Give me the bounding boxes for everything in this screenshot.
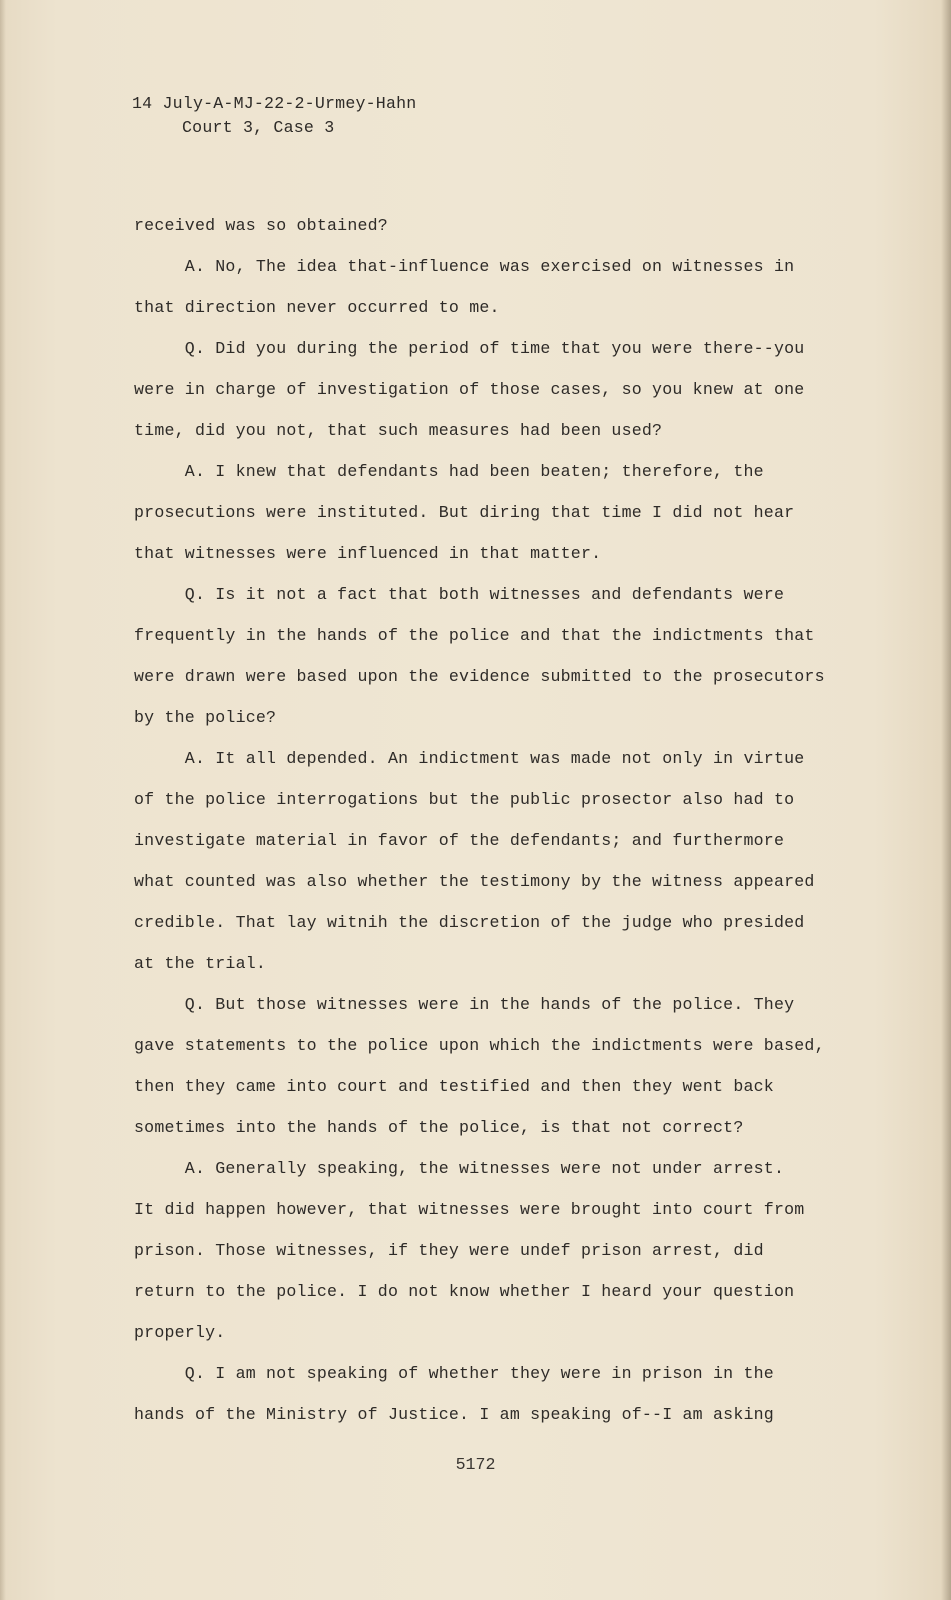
transcript-line: of the police interrogations but the public prosector also had to [134,790,795,809]
page-number: 5172 [455,1455,496,1474]
transcript-line: Q. I am not speaking of whether they were in prison in the [134,1364,774,1383]
transcript-line: A. I knew that defendants had been beaten; therefore, the [134,462,764,481]
transcript-line: It did happen however, that witnesses were brought into court from [134,1200,805,1219]
transcript-line: credible. That lay witnih the discretion of the judge who presided [134,913,805,932]
transcript-line: frequently in the hands of the police and that the indictments that [134,626,815,645]
transcript-line: Q. Is it not a fact that both witnesses and defendants were [134,585,785,604]
transcript-line: at the trial. [134,954,267,973]
page-right-edge-shadow [941,0,951,1600]
transcript-line: were drawn were based upon the evidence submitted to the prosecutors [134,667,825,686]
transcript-line: received was so obtained? [134,216,388,235]
transcript-line: were in charge of investigation of those cases, so you knew at one [134,380,805,399]
transcript-line: A. Generally speaking, the witnesses were not under arrest. [134,1159,785,1178]
transcript-line: prosecutions were instituted. But diring that time I did not hear [134,503,795,522]
transcript-line: A. It all depended. An indictment was made not only in virtue [134,749,805,768]
transcript-line: return to the police. I do not know whether I heard your question [134,1282,795,1301]
transcript-line: properly. [134,1323,226,1342]
transcript-line: then they came into court and testified and then they went back [134,1077,774,1096]
transcript-line: gave statements to the police upon which the indictments were based, [134,1036,825,1055]
transcript-line: that direction never occurred to me. [134,298,500,317]
header-docket-line: 14 July-A-MJ-22-2-Urmey-Hahn [132,94,417,113]
transcript-line: what counted was also whether the testimony by the witness appeared [134,872,815,891]
transcript-line: that witnesses were influenced in that matter. [134,544,602,563]
transcript-line: A. No, The idea that-influence was exercised on witnesses in [134,257,795,276]
transcript-line: by the police? [134,708,277,727]
transcript-line: prison. Those witnesses, if they were undef prison arrest, did [134,1241,764,1260]
transcript-line: hands of the Ministry of Justice. I am speaking of--I am asking [134,1405,774,1424]
header-court-case-line: Court 3, Case 3 [182,118,335,137]
transcript-line: Q. Did you during the period of time that you were there--you [134,339,805,358]
transcript-line: investigate material in favor of the defendants; and furthermore [134,831,785,850]
transcript-line: Q. But those witnesses were in the hands of the police. They [134,995,795,1014]
transcript-line: sometimes into the hands of the police, is that not correct? [134,1118,744,1137]
transcript-line: time, did you not, that such measures had been used? [134,421,663,440]
page-left-edge-shadow [0,0,6,1600]
